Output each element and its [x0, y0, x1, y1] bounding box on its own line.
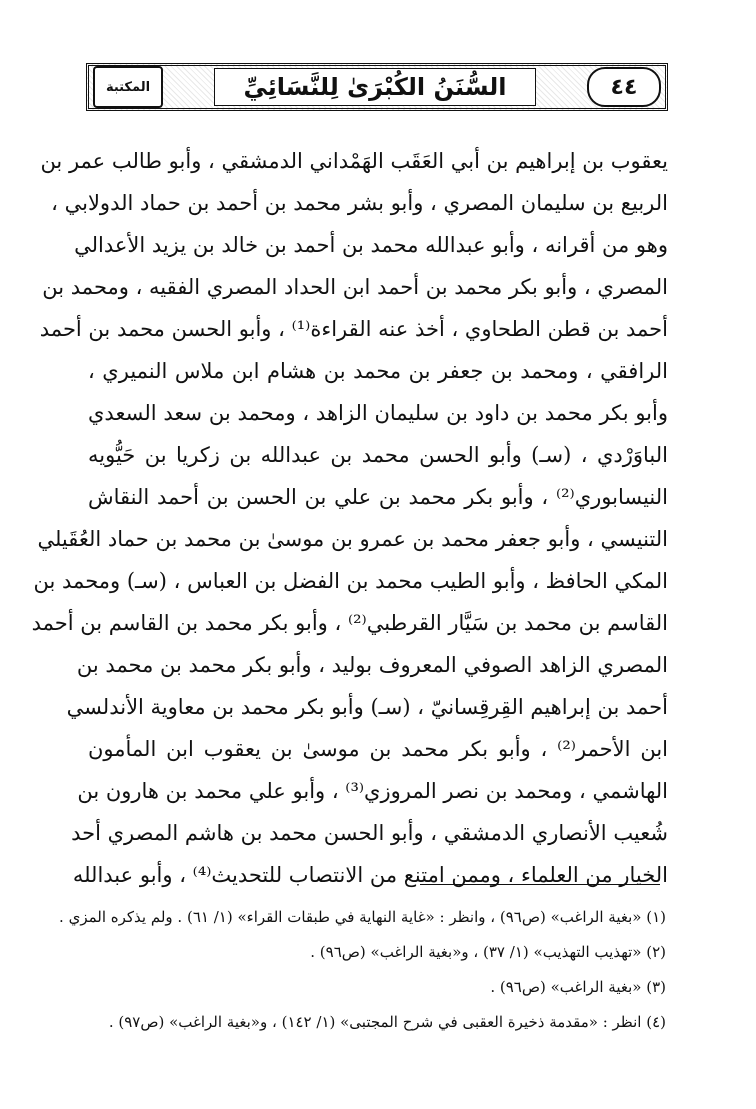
text-line: أحمد بن قطن الطحاوي ، أخذ عنه القراءة⁽¹⁾ ، وأبو الحسن محمد بن أحمد	[39, 317, 668, 341]
text-line: المكي الحافظ ، وأبو الطيب محمد بن الفضل بن العباس ، (سـ) ومحمد بن	[33, 569, 668, 593]
footnote-2: (٢) «تهذيب التهذيب» (١/ ٣٧) ، و«بغية الراغب» (ص٩٦) .	[310, 943, 666, 961]
book-title: السُّنَنُ الكُبْرَىٰ لِلنَّسَائِيِّ	[214, 68, 535, 106]
text-line: التنيسي ، وأبو جعفر محمد بن عمرو بن موسىٰ بن محمد بن حماد العُقَيلي	[37, 527, 668, 551]
text-line: الربيع بن سليمان المصري ، وأبو بشر محمد بن أحمد بن حماد الدولابي ،	[51, 191, 668, 215]
text-line: يعقوب بن إبراهيم بن أبي العَقَب الهَمْداني الدمشقي ، وأبو طالب عمر بن	[40, 149, 668, 173]
page-number: ٤٤	[587, 67, 661, 107]
text-line: الهاشمي ، ومحمد بن نصر المروزي⁽³⁾ ، وأبو علي محمد بن هارون بن	[77, 779, 668, 803]
footnotes	[59, 900, 666, 1040]
footnote-4: (٤) انظر : «مقدمة ذخيرة العقبى في شرح المجتبى» (١/ ١٤٢) ، و«بغية الراغب» (ص٩٧) .	[108, 1013, 666, 1031]
text-line: النيسابوري⁽²⁾ ، وأبو بكر محمد بن علي بن الحسن بن أحمد النقاش	[88, 485, 668, 509]
text-line: المصري الزاهد الصوفي المعروف بوليد ، وأبو بكر محمد بن محمد بن	[76, 653, 668, 677]
main-text	[31, 140, 668, 896]
text-line: الباوَرْدي ، (سـ) وأبو الحسن محمد بن عبدالله بن زكريا بن حَيُّويه	[88, 443, 668, 467]
text-line: الخيار من العلماء ، وممن امتنع من الانتصاب للتحديث⁽⁴⁾ ، وأبو عبدالله	[72, 863, 668, 887]
footnote-divider	[420, 884, 660, 885]
page-header	[86, 63, 668, 111]
text-line: وهو من أقرانه ، وأبو عبدالله محمد بن أحمد بن خالد بن يزيد الأعدالي	[74, 233, 668, 257]
publisher-seal-icon	[93, 66, 163, 108]
text-line: أحمد بن إبراهيم القِرقِسانيّ ، (سـ) وأبو بكر محمد بن معاوية الأندلسي	[66, 695, 668, 719]
text-line: شُعيب الأنصاري الدمشقي ، وأبو الحسن محمد بن هاشم المصري أحد	[71, 821, 668, 845]
text-line: ابن الأحمر⁽²⁾ ، وأبو بكر محمد بن موسىٰ بن يعقوب ابن المأمون	[88, 737, 668, 761]
text-line: الرافقي ، ومحمد بن جعفر بن محمد بن هشام ابن ملاس النميري ،	[88, 359, 668, 383]
footnote-3: (٣) «بغية الراغب» (ص٩٦) .	[490, 978, 666, 996]
seal-text: المكتبة	[105, 79, 151, 95]
text-line: القاسم بن محمد بن سَيَّار القرطبي⁽²⁾ ، وأبو بكر محمد بن القاسم بن أحمد	[31, 611, 668, 635]
text-line: المصري ، وأبو بكر محمد بن أحمد ابن الحداد المصري الفقيه ، ومحمد بن	[42, 275, 668, 299]
text-line: وأبو بكر محمد بن داود بن سليمان الزاهد ، ومحمد بن سعد السعدي	[88, 401, 668, 425]
footnote-1: (١) «بغية الراغب» (ص٩٦) ، وانظر : «غاية النهاية في طبقات القراء» (١/ ٦١) . ولم يذكره المزي .	[59, 908, 666, 926]
